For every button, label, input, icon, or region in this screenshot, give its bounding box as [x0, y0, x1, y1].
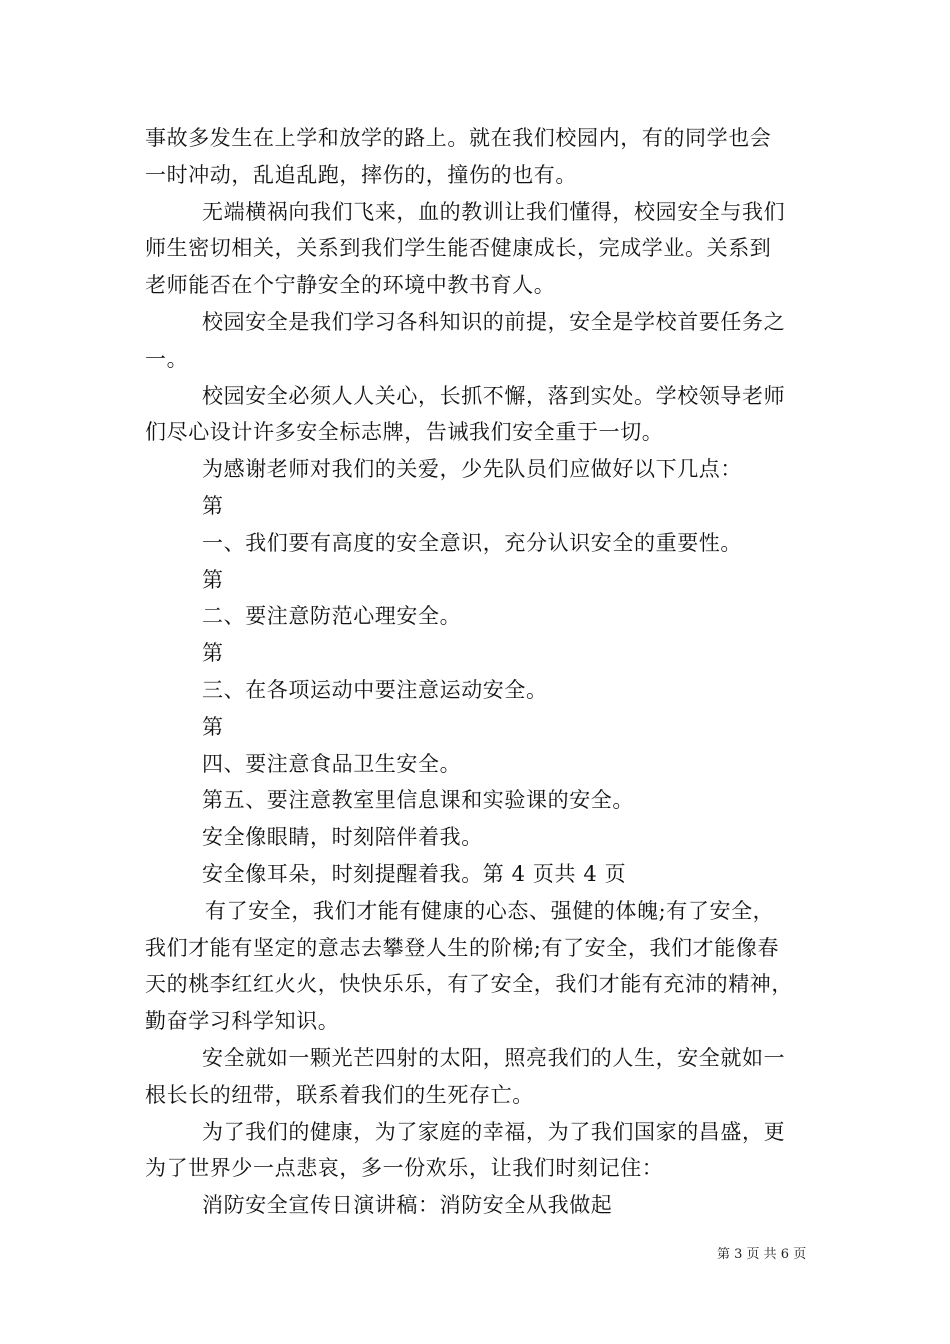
text-line: 无端横祸向我们飞来，血的教训让我们懂得，校园安全与我们 — [202, 199, 786, 224]
text-line: 消防安全宣传日演讲稿：消防安全从我做起 — [202, 1193, 613, 1218]
text-line: 有了安全，我们才能有健康的心态、强健的体魄;有了安全， — [205, 898, 775, 923]
text-line: 第五、要注意教室里信息课和实验课的安全。 — [202, 788, 634, 813]
document-body — [145, 120, 815, 1224]
text-line: 安全像耳朵，时刻提醒着我。第 4 页共 4 页 — [202, 861, 627, 886]
text-line: 为了世界少一点悲哀，多一份欢乐，让我们时刻记住： — [145, 1156, 664, 1181]
text-line: 一时冲动，乱追乱跑，摔伤的，撞伤的也有。 — [145, 162, 577, 187]
text-line: 我们才能有坚定的意志去攀登人生的阶梯;有了安全，我们才能像春 — [145, 935, 780, 960]
text-line: 勤奋学习科学知识。 — [145, 1009, 340, 1034]
text-line: 第 — [202, 493, 224, 518]
text-line: 二、要注意防范心理安全。 — [202, 604, 462, 629]
text-line: 们尽心设计许多安全标志牌，告诫我们安全重于一切。 — [145, 420, 664, 445]
text-line: 第 — [202, 641, 224, 666]
text-line: 师生密切相关，关系到我们学生能否健康成长，完成学业。关系到 — [145, 236, 772, 261]
text-line: 为了我们的健康，为了家庭的幸福，为了我们国家的昌盛，更 — [202, 1119, 786, 1144]
text-line: 第 — [202, 567, 224, 592]
text-line: 四、要注意食品卫生安全。 — [202, 751, 462, 776]
text-line: 为感谢老师对我们的关爱，少先队员们应做好以下几点： — [202, 457, 742, 482]
text-line: 安全像眼睛，时刻陪伴着我。 — [202, 825, 483, 850]
text-line: 事故多发生在上学和放学的路上。就在我们校园内，有的同学也会 — [145, 126, 772, 150]
text-line: 校园安全是我们学习各科知识的前提，安全是学校首要任务之 — [202, 309, 786, 334]
text-line: 根长长的纽带，联系着我们的生死存亡。 — [145, 1082, 534, 1107]
text-line: 安全就如一颗光芒四射的太阳，照亮我们的人生，安全就如一 — [202, 1045, 786, 1070]
text-line: 校园安全必须人人关心，长抓不懈，落到实处。学校领导老师 — [202, 383, 786, 408]
text-line: 一、我们要有高度的安全意识，充分认识安全的重要性。 — [202, 530, 742, 555]
text-line: 老师能否在个宁静安全的环境中教书育人。 — [145, 273, 556, 298]
page-number-footer: 第 3 页 共 6 页 — [717, 1247, 807, 1262]
text-line: 第 — [202, 714, 224, 739]
text-line: 天的桃李红红火火，快快乐乐，有了安全，我们才能有充沛的精神， — [145, 972, 793, 997]
text-line: 一。 — [145, 346, 189, 371]
text-line: 三、在各项运动中要注意运动安全。 — [202, 677, 548, 702]
